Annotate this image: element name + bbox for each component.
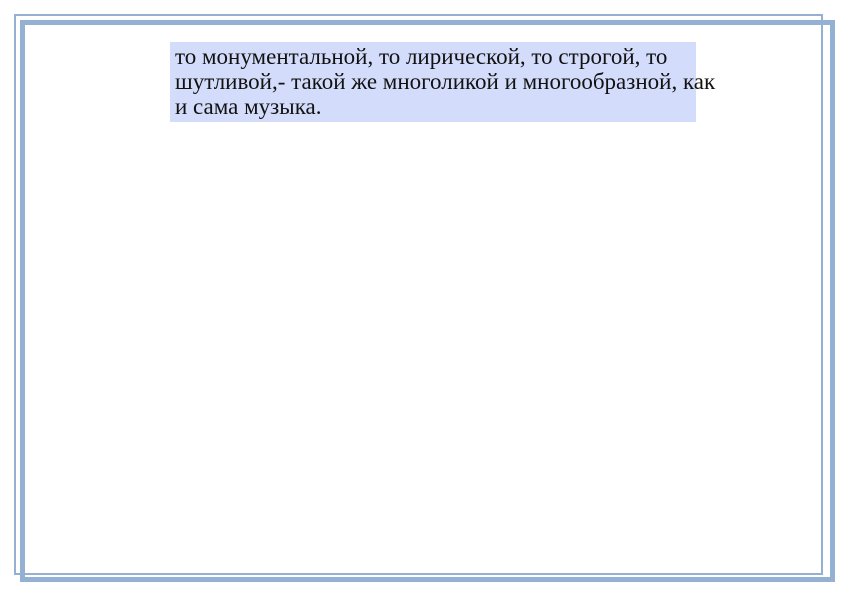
text-line-2: шутливой,- такой же многоликой и многообразной, как <box>175 69 716 94</box>
slide-text-block <box>170 42 716 122</box>
text-line-1: то монументальной, то лирической, то строгой, то <box>175 44 668 69</box>
text-line-3: и сама музыка. <box>175 94 322 119</box>
